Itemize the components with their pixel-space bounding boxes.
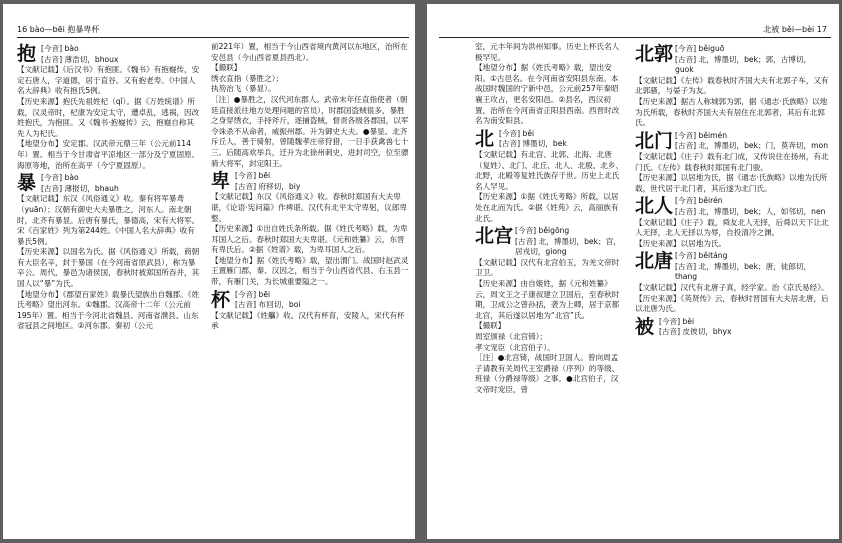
reading-line: [今音] běiguō xyxy=(675,44,725,53)
paragraph: 【文献记载】汉代有北唐子真，经学家。治《京氏易经》。 xyxy=(635,283,829,293)
entry-head-block xyxy=(475,129,625,150)
reading-line: [今音] běigōng xyxy=(515,226,570,236)
entry-head-block xyxy=(635,196,829,217)
reading-line: [今音] bào xyxy=(41,173,79,183)
paragraph: ［注］●北宫锜，战国时卫国人。曾向周孟子请教有关周代王室爵禄（序列）的等级、班禄（分爵禄等级）之事。●北宫伯子，汉文帝时宠臣，曾 xyxy=(475,353,620,394)
paragraph: 【历史来源】①出自姓氏条所载。据《姓氏考略》载，为卑耳国人之后。春秋时郑国大夫卑谌。《元和姓纂》云，东晋有卑氏后。②据《姓谱》载，为卑耳国人之后。 xyxy=(211,224,408,255)
left-page xyxy=(3,4,415,539)
headword: 北郭 xyxy=(635,43,674,65)
reading-line: [古音] 北，博墨切，bek；人，如邻切，nen xyxy=(675,206,826,216)
reading-line: [今音] běi xyxy=(499,128,535,138)
headword: 卑 xyxy=(211,170,231,193)
reading-line: [古音] 北，博墨切，bek；郭，古博切，guok xyxy=(675,54,812,75)
headword: 北唐 xyxy=(635,250,674,273)
right-column-2 xyxy=(635,42,829,338)
headword: 暴 xyxy=(17,172,37,195)
paragraph: 【历史来源】抱氏先祖姓杞（qǐ）。据《万姓统谱》所载，汉灵帝时，杞康为安定太守，遭卓乱，逃祸，因改姓抱氏，为抱匪。又《魏书·抱嶷传》云，抱嶷自称其先人为杞氏。 xyxy=(17,96,200,138)
readings xyxy=(675,131,829,152)
entry-head-block xyxy=(211,171,409,192)
paragraph: 【文献记载】《庄子》载，舜友北人无择，后舜以天下让北人无择，北人无择以为辱，自投清冷之渊。 xyxy=(635,217,829,238)
headword: 北门 xyxy=(635,129,674,152)
readings xyxy=(675,44,829,76)
left-header-rule xyxy=(17,37,409,38)
reading-line: [今音] běimén xyxy=(675,130,728,140)
readings xyxy=(515,226,625,258)
reading-line: [今音] bèi xyxy=(659,316,695,326)
reading-line: [古音] 布回切，boi xyxy=(235,300,301,310)
paragraph: 【地望分布】据《姓氏考略》载，望出安阳。①古邑名。在今河南省安阳县东南。本战国时魏国的宁新中邑，公元前257年秦昭襄王攻占，更名安阳邑。②县名，西汉初置，治所在今河南省正阳县西南。西晋时改名为南安阳县。 xyxy=(475,63,620,126)
readings xyxy=(41,173,201,194)
paragraph: 【历史来源】据古人称城郭为郭，据《通志·氏族略》以地为氏所载，春秋时齐国大夫有居住在北郭者，其后有北郭氏。 xyxy=(635,96,828,128)
paragraph: 【历史来源】以居地为氏，据《通志·氏族略》以地为氏所载，世代居于北门者，其后遂为北门氏。 xyxy=(635,173,828,193)
readings xyxy=(659,317,829,338)
readings xyxy=(235,290,409,311)
headword: 杯 xyxy=(211,288,231,311)
paragraph: 【文献记载】《后汉书》有抱匪。《魏书》有抱嶷传，安定石唐人，字道德，居于直谷。又有抱老寿。《中国人名大辞典》收有抱氏5例。 xyxy=(17,65,200,96)
paragraph: 【文献记载】《庄子》载有北门成，又传说住在扬州，有北门氏。《左传》载春秋时郑国有北门骏。 xyxy=(635,151,829,172)
reading-line: [今音] bào xyxy=(41,44,79,53)
paragraph: 绣衣直指（暴胜之）； xyxy=(211,73,284,83)
paragraph: 【历史来源】由自姬姓，据《元和姓纂》云，周文王之子康叔建立卫国后，至春秋时期，卫成公之曾孙括，袭为上卿，居于京都北宫，其后遂以居地为“北宫”氏。 xyxy=(475,279,620,320)
paragraph: 【文献记载】东汉《风俗通义》收。春秋时郑国有大夫卑谌，《论语·宪问篇》作裨谌。汉代有北平太守卑躬，议郎卑整。 xyxy=(211,192,408,223)
headword: 北人 xyxy=(635,195,674,218)
readings xyxy=(499,129,625,150)
headword: 被 xyxy=(635,315,655,338)
right-running-header: 北被 běi—bèi 17 xyxy=(763,25,827,34)
reading-line: [古音] 薄浩切，bhoux xyxy=(41,54,119,64)
left-column-2 xyxy=(211,42,409,332)
entry-head-block xyxy=(635,131,829,152)
reading-line: [今音] běirén xyxy=(675,196,723,206)
paragraph: 执笏治飞（暴显）。 xyxy=(211,84,276,94)
reading-line: [古音] 北，博墨切，bek；门，莫奔切，mon xyxy=(675,141,829,151)
readings xyxy=(41,44,201,65)
right-header-rule xyxy=(439,37,831,38)
paragraph: 【历史来源】以国名为氏。据《风俗通义》所载，商朝有大臣名辛，封于暴国（在今河南省原武县），称为暴辛公。周代，暴邑为诸侯国，春秋时被郑国所吞并，其国人以“暴”为氏。 xyxy=(17,247,200,289)
readings xyxy=(675,196,829,217)
reading-line: [古音] 北，博墨切，bek；宫，居戎切，giong xyxy=(515,236,621,257)
paragraph: 【文献记载】东汉《风俗通义》收。秦有将军暴鸢（yuān）；汉朝有御史大夫暴胜之，河东人。南北朝时，北齐有暴显。后唐有暴氏，暴德高，宋有大将军。宋《百家姓》列为第244姓。《中国人名大辞典》收有暴氏5例。 xyxy=(17,194,200,246)
entry-head-block xyxy=(635,317,829,338)
paragraph: 【撮联】 xyxy=(211,63,242,73)
paragraph: 【地望分布】据《姓氏考略》载，望出渭门。战国时赵武灵王置雁门郡，秦、汉因之，相当于今山西省代县、右玉县一带，有雁门关，为长城重要隘之一。 xyxy=(211,255,409,287)
paragraph: 孝文宠臣（北宫伯子）。 xyxy=(475,342,555,352)
paragraph: 【历史来源】《英贤传》云，春秋时晋国有大夫居北唐，后以北唐为氏。 xyxy=(635,293,829,314)
reading-line: [古音] 薄报切，bhauh xyxy=(41,183,119,193)
entry-head-block xyxy=(635,251,829,283)
paragraph: 前221年）置，相当于今山西省境内黄河以东地区，治所在安邑县（今山西省夏县西北）。 xyxy=(211,42,408,62)
paragraph: 【撮联】 xyxy=(475,321,506,331)
right-page xyxy=(427,4,839,539)
paragraph: 【文献记载】有北宫、北郭、北海、北唐（复姓）、北门、北丘、北人、北殷、北乡、北野，北殿等复姓氏族存于世。历史上北氏名人罕见。 xyxy=(475,149,624,191)
paragraph: 【历史来源】①据《姓氏考略》所载，以居处在北而为氏。②据《姓苑》云，高丽族有北氏。 xyxy=(475,192,619,223)
paragraph: 【地望分布】《郡望百家姓》载暴氏望族出自魏郡。《姓氏考略》望出河东。①魏郡。汉高帝十二年（公元前195年）置。相当于今河北省魏县、河南省濮县、山东省冠县之间地区。②河东郡。秦初（公元 xyxy=(17,289,200,331)
entry-head-block xyxy=(211,290,409,311)
reading-line: [古音] 府移切，biy xyxy=(235,181,301,191)
paragraph: ［注］●暴胜之，汉代河东郡人。武帝末年任直指使者（朝廷直接派往地方处理问题的官员），时郡国盗贼很多，暴胜之身穿绣衣，手持斧斤，逐捕盗贼，督责各级各郡国，以军令诛杀不从命者，威振州郡。升为御史大夫。●暴显。北齐斥丘人，善于骑射，曾随魏孝庄帝狩猎，一日手获禽兽七十三。后随高欢举兵，迁升为北徐州刺史，进封司空，位至骠骑大将军，封定阳王。 xyxy=(211,94,409,168)
paragraph: 室，元丰年间为洪州知事。历史上杯氏名人极罕见。 xyxy=(475,42,620,62)
left-column-1 xyxy=(17,42,201,332)
entry-head-block xyxy=(17,173,201,194)
reading-line: [今音] běitáng xyxy=(675,251,728,261)
headword: 抱 xyxy=(17,43,37,65)
headword: 北宫 xyxy=(475,225,514,248)
paragraph: 周室颁禄（北宫锜）； xyxy=(475,332,548,342)
paragraph: 【文献记载】汉代有北宫伯玉，为羌文帝时卫卫。 xyxy=(475,257,620,278)
reading-line: [古音] 北，博墨切，bek；唐，徒郎切，thang xyxy=(675,261,812,282)
reading-line: [今音] bēi xyxy=(235,171,271,181)
reading-line: [今音] bēi xyxy=(235,289,271,299)
right-column-1 xyxy=(475,42,625,396)
paragraph: 【历史来源】以居地为氏。 xyxy=(635,238,727,248)
readings xyxy=(675,251,829,283)
entry-head-block xyxy=(17,44,201,65)
entry-head-block xyxy=(635,44,829,76)
entry-head-block xyxy=(475,226,625,258)
readings xyxy=(235,171,409,192)
paragraph: 【文献记载】《左传》载春秋时齐国大夫有北郭子车，又有北郭骚，与晏子为友。 xyxy=(635,75,829,96)
paragraph: 【地望分布】安定郡。汉武帝元鼎三年（公元前114年）置。相当于今甘肃省平凉地区一部分及宁夏固原、海原等地，治所在高平（今宁夏固原）。 xyxy=(17,139,200,170)
left-running-header: 16 bào—bēi 抱暴卑杯 xyxy=(17,25,100,34)
reading-line: [古音] 博墨切，bek xyxy=(499,139,567,149)
reading-line: [古音] 皮彼切，bhyx xyxy=(659,327,732,337)
headword: 北 xyxy=(475,127,495,150)
paragraph: 【文献记载】《姓觿》收。汉代有杯育，安陵人，宋代有杯承 xyxy=(211,310,405,331)
